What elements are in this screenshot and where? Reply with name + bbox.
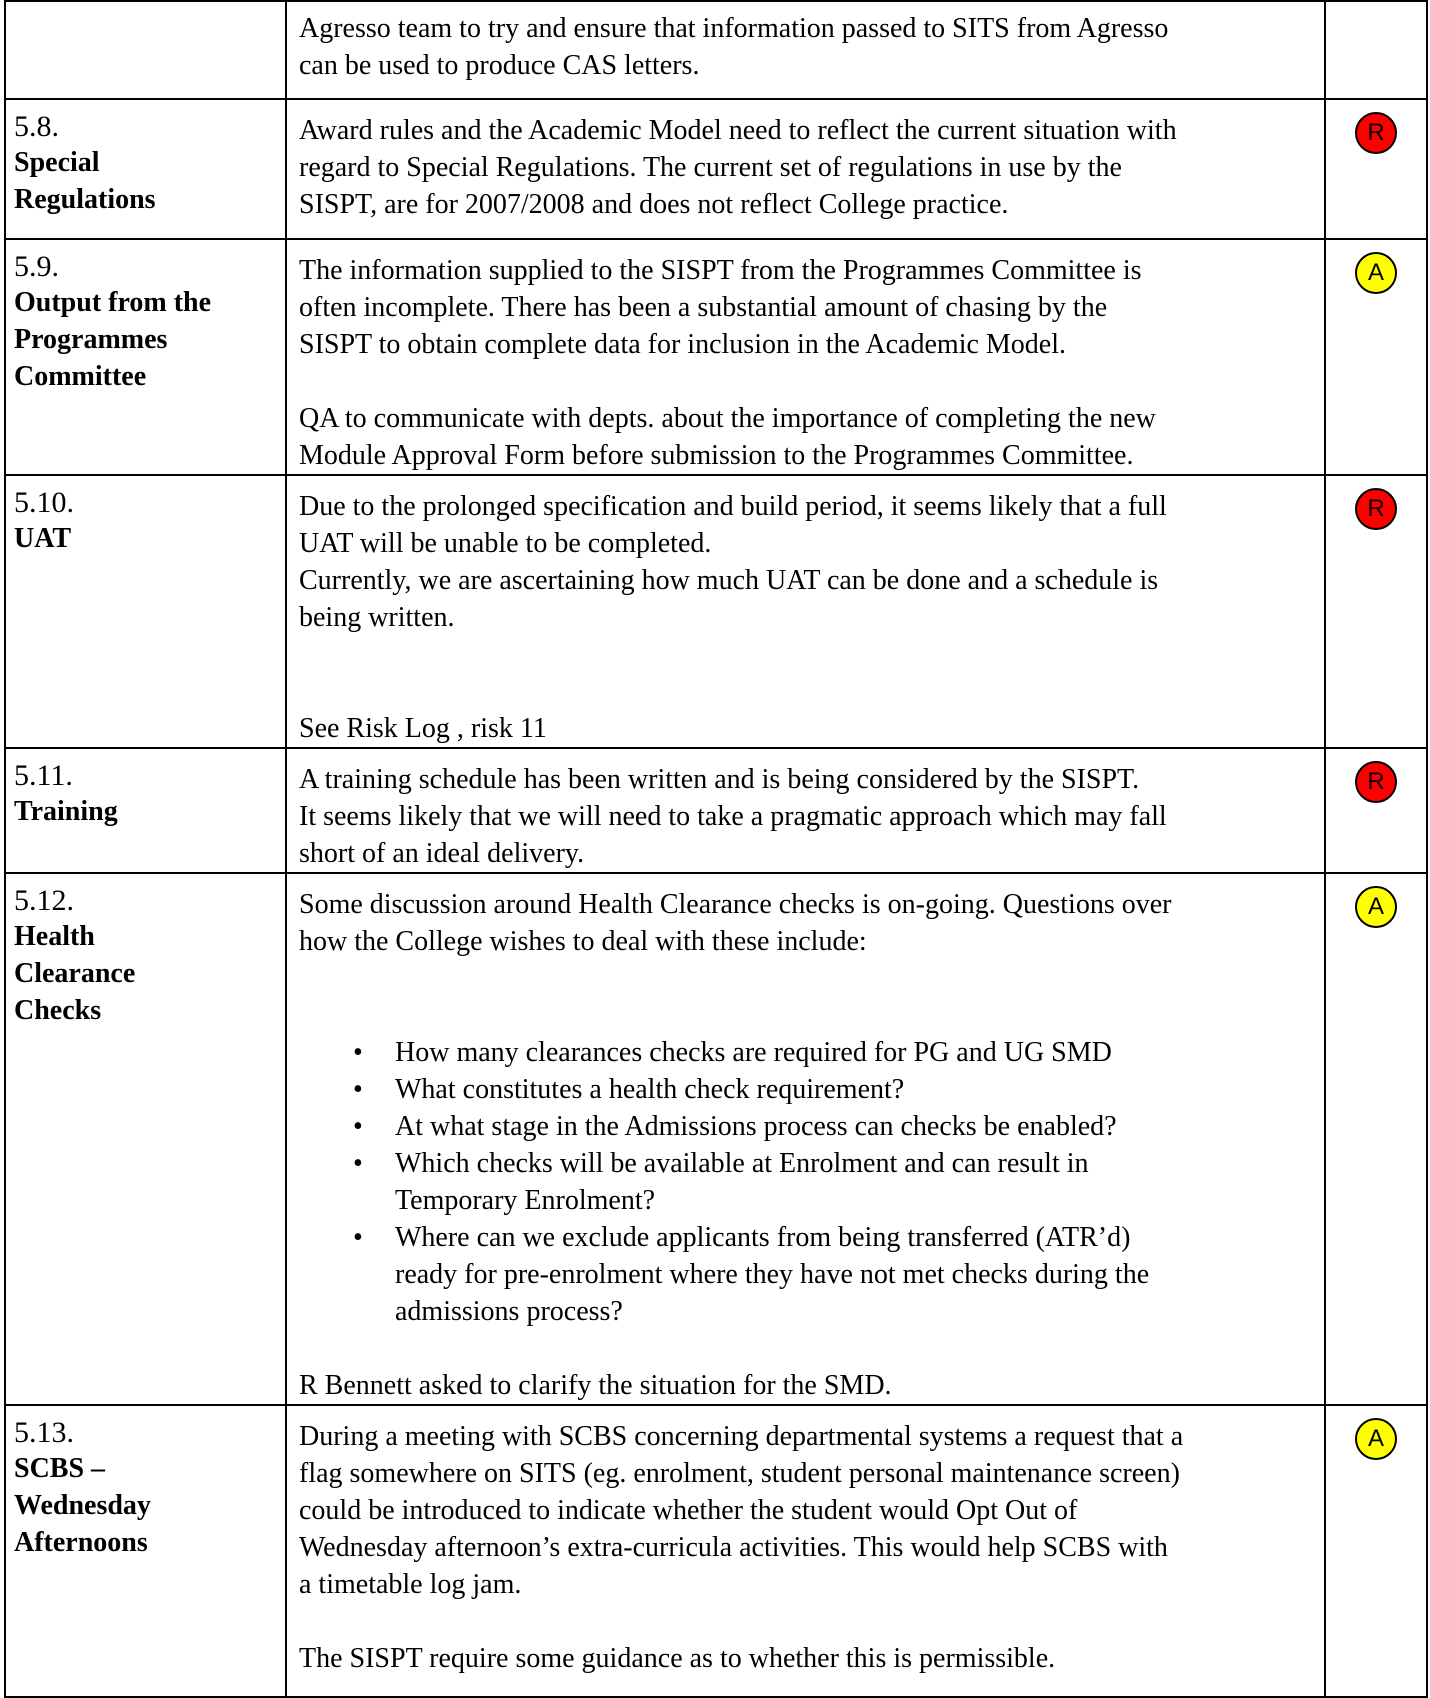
section-body-cell	[286, 1405, 1325, 1697]
body-line: It seems likely that we will need to take a pragmatic approach which may fall	[299, 801, 1167, 832]
section-number: 5.12.	[14, 884, 74, 917]
blank-line	[299, 363, 1310, 400]
section-title-line: Wednesday	[14, 1490, 151, 1521]
report-row	[5, 873, 1427, 1405]
body-line: The SISPT require some guidance as to whether this is permissible.	[299, 1643, 1056, 1674]
section-heading-cell	[5, 99, 286, 239]
body-line: The information supplied to the SISPT from the Programmes Committee is	[299, 255, 1142, 286]
body-line: being written.	[299, 602, 455, 633]
section-number: 5.11.	[14, 759, 73, 792]
report-row	[5, 475, 1427, 748]
section-title-line: Afternoons	[14, 1527, 148, 1558]
body-line: Module Approval Form before submission to the Programmes Committee.	[299, 440, 1134, 471]
body-line: how the College wishes to deal with these include:	[299, 926, 867, 957]
section-title-line: Clearance	[14, 958, 136, 989]
section-title-line: SCBS –	[14, 1453, 106, 1484]
section-number: 5.8.	[14, 110, 59, 143]
rag-status-badge: A	[1355, 1418, 1397, 1460]
intro-line: can be used to produce CAS letters.	[299, 50, 700, 81]
section-heading-cell	[5, 239, 286, 475]
section-title-line: Checks	[14, 995, 102, 1026]
report-row	[5, 239, 1427, 475]
intro-status-cell	[1325, 1, 1427, 99]
section-heading-cell	[5, 475, 286, 748]
body-line: SISPT to obtain complete data for inclusion in the Academic Model.	[299, 329, 1067, 360]
body-line: R Bennett asked to clarify the situation for the SMD.	[299, 1370, 892, 1401]
body-line: A training schedule has been written and is being considered by the SISPT.	[299, 764, 1140, 795]
body-line: a timetable log jam.	[299, 1569, 522, 1600]
section-heading-cell	[5, 873, 286, 1405]
rag-status-badge: R	[1355, 112, 1397, 154]
section-title-line: Committee	[14, 361, 147, 392]
body-line: SISPT, are for 2007/2008 and does not reflect College practice.	[299, 189, 1009, 220]
bullet-line: Temporary Enrolment?	[395, 1185, 656, 1216]
report-row	[5, 99, 1427, 239]
blank-line	[299, 997, 1310, 1034]
bullet-line: • Which checks will be available at Enrolment and can result in	[395, 1148, 1089, 1179]
bullet-line: • At what stage in the Admissions process can checks be enabled?	[395, 1111, 1117, 1142]
bullet-line: ready for pre-enrolment where they have not met checks during the	[395, 1259, 1150, 1290]
section-title-line: Health	[14, 921, 95, 952]
bullet-line: admissions process?	[395, 1296, 623, 1327]
rag-status-badge: R	[1355, 488, 1397, 530]
section-body-cell	[286, 748, 1325, 873]
bullet-line: • Where can we exclude applicants from being transferred (ATR’d)	[395, 1222, 1131, 1253]
bullet-line: • How many clearances checks are required for PG and UG SMD	[395, 1037, 1112, 1068]
rag-status-badge: A	[1355, 252, 1397, 294]
bullet-item	[395, 1108, 1310, 1145]
section-body-cell	[286, 475, 1325, 748]
rag-status-badge: R	[1355, 761, 1397, 803]
body-line: Due to the prolonged specification and build period, it seems likely that a full	[299, 491, 1167, 522]
body-line: See Risk Log , risk 11	[299, 713, 547, 744]
body-line: often incomplete. There has been a substantial amount of chasing by the	[299, 292, 1108, 323]
section-number: 5.13.	[14, 1416, 74, 1449]
section-title-line: Regulations	[14, 184, 156, 215]
section-heading-cell	[5, 1405, 286, 1697]
section-title-line: Special	[14, 147, 100, 178]
body-line: Currently, we are ascertaining how much UAT can be done and a schedule is	[299, 565, 1159, 596]
bullet-line: • What constitutes a health check requirement?	[395, 1074, 905, 1105]
status-cell	[1325, 748, 1427, 873]
status-cell	[1325, 239, 1427, 475]
body-line: During a meeting with SCBS concerning departmental systems a request that a	[299, 1421, 1184, 1452]
section-title-line: Training	[14, 796, 118, 827]
bullet-list	[299, 1034, 1310, 1330]
bullet-item	[395, 1071, 1310, 1108]
body-line: short of an ideal delivery.	[299, 838, 585, 869]
section-title-line: Programmes	[14, 324, 168, 355]
section-body-cell	[286, 239, 1325, 475]
intro-body-cell	[286, 1, 1325, 99]
body-line: Wednesday afternoon’s extra-curricula activities. This would help SCBS with	[299, 1532, 1168, 1563]
blank-line	[299, 1603, 1310, 1640]
section-number: 5.9.	[14, 250, 59, 283]
body-line: regard to Special Regulations. The current set of regulations in use by the	[299, 152, 1122, 183]
intro-number-cell	[5, 1, 286, 99]
body-line: could be introduced to indicate whether the student would Opt Out of	[299, 1495, 1078, 1526]
status-report-table	[4, 0, 1428, 1698]
status-cell	[1325, 873, 1427, 1405]
body-line: UAT will be unable to be completed.	[299, 528, 712, 559]
section-title-line: UAT	[14, 523, 72, 554]
body-line: Some discussion around Health Clearance checks is on-going. Questions over	[299, 889, 1172, 920]
report-row	[5, 748, 1427, 873]
body-line: Award rules and the Academic Model need to reflect the current situation with	[299, 115, 1177, 146]
status-cell	[1325, 1405, 1427, 1697]
section-number: 5.10.	[14, 486, 74, 519]
intro-row	[5, 1, 1427, 99]
bullet-item	[395, 1219, 1310, 1330]
intro-line: Agresso team to try and ensure that information passed to SITS from Agresso	[299, 13, 1169, 44]
status-cell	[1325, 475, 1427, 748]
bullet-item	[395, 1034, 1310, 1071]
rag-status-badge: A	[1355, 886, 1397, 928]
status-cell	[1325, 99, 1427, 239]
body-line: QA to communicate with depts. about the importance of completing the new	[299, 403, 1156, 434]
section-heading-cell	[5, 748, 286, 873]
report-row	[5, 1405, 1427, 1697]
blank-line	[299, 673, 1310, 710]
blank-line	[299, 960, 1310, 997]
bullet-item	[395, 1145, 1310, 1219]
blank-line	[299, 636, 1310, 673]
body-line: flag somewhere on SITS (eg. enrolment, student personal maintenance screen)	[299, 1458, 1180, 1489]
section-body-cell	[286, 99, 1325, 239]
section-body-cell	[286, 873, 1325, 1405]
blank-line	[299, 1330, 1310, 1367]
section-title-line: Output from the	[14, 287, 212, 318]
